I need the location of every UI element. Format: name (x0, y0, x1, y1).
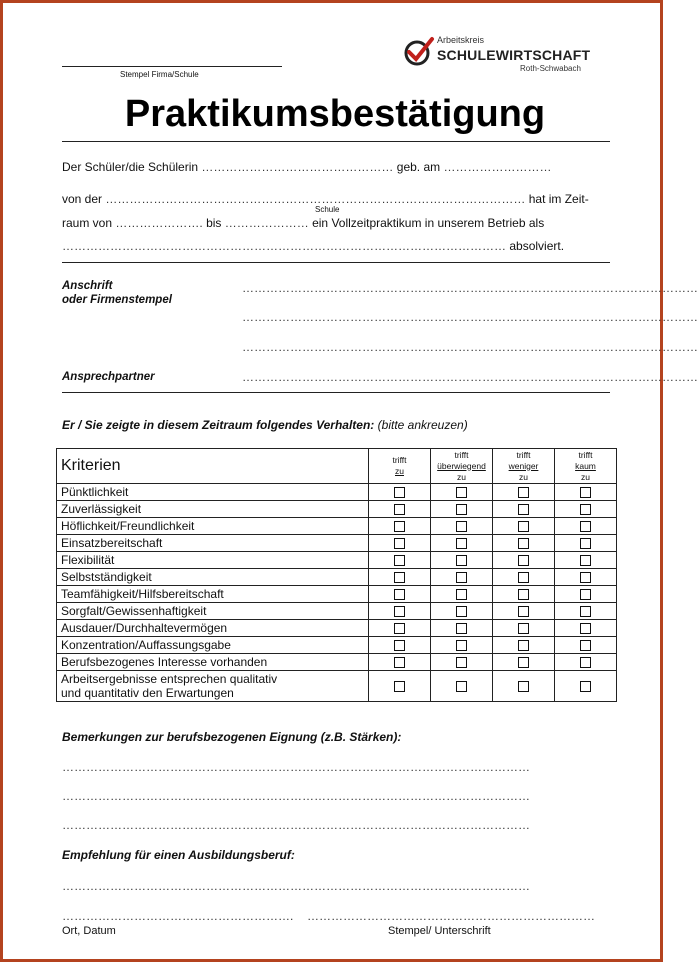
signature-label: Stempel/ Unterschrift (388, 925, 491, 937)
criterion-label-line2: und quantitativ den Erwartungen (61, 686, 234, 700)
checkbox[interactable] (518, 657, 529, 668)
table-row (57, 484, 617, 501)
criterion-label: Ausdauer/Durchhaltevermögen (57, 620, 369, 637)
checkbox-cell (493, 501, 555, 518)
address-dots-3: …………………………………………………………………………………………………… (242, 340, 698, 354)
checkbox-cell (431, 654, 493, 671)
table-row (57, 637, 617, 654)
address-label-1: Anschrift (62, 280, 113, 292)
criterion-label: Sorgfalt/Gewissenhaftigkeit (57, 603, 369, 620)
birth-dots: ……………………… (443, 160, 552, 174)
col-3-bottom: zu (581, 471, 590, 482)
checkbox[interactable] (394, 623, 405, 634)
checkbox-cell (493, 654, 555, 671)
page-title: Praktikumsbestätigung (124, 93, 546, 135)
col-2-top: trifft (516, 449, 531, 460)
checkbox-cell (369, 484, 431, 501)
checkbox-cell (369, 654, 431, 671)
period-label: hat im Zeit- (528, 192, 589, 206)
checkbox-cell (369, 569, 431, 586)
table-row (57, 603, 617, 620)
criteria-header: Kriterien (57, 449, 369, 484)
criterion-label: Zuverlässigkeit (57, 501, 369, 518)
checkbox[interactable] (394, 504, 405, 515)
checkbox[interactable] (394, 572, 405, 583)
place-date-dots: …………………………………………………. (62, 909, 294, 923)
table-row (57, 552, 617, 569)
checkbox-cell (431, 569, 493, 586)
checkbox-cell (369, 637, 431, 654)
table-header-row (57, 449, 617, 484)
checkbox[interactable] (518, 681, 529, 692)
place-date-label: Ort, Datum (62, 925, 116, 937)
intro-line-4 (62, 239, 564, 253)
stamp-label: Stempel Firma/Schule (120, 70, 199, 79)
col-1-top: trifft (454, 449, 469, 460)
checkbox-cell (369, 620, 431, 637)
logo-line2: SCHULEWIRTSCHAFT (437, 47, 591, 63)
criterion-label: Einsatzbereitschaft (57, 535, 369, 552)
checkbox[interactable] (394, 487, 405, 498)
recommendation-heading: Empfehlung für einen Ausbildungsberuf: (62, 848, 295, 862)
title-rule (62, 141, 610, 142)
checkbox[interactable] (518, 606, 529, 617)
checkbox[interactable] (456, 487, 467, 498)
school-dots: …………………………………………………………………………………………… (105, 192, 526, 206)
checkbox[interactable] (394, 606, 405, 617)
checkbox[interactable] (580, 657, 591, 668)
checkbox-cell (555, 603, 617, 620)
birth-label: geb. am (396, 160, 441, 174)
checkbox-cell (431, 501, 493, 518)
to-dots: ………………… (224, 216, 309, 230)
checkbox-cell (555, 654, 617, 671)
remarks-heading: Bemerkungen zur berufsbezogenen Eignung (z.B. Stärken): (62, 730, 402, 744)
remarks-dots-3: ……………………………………………………………………………………………………… (62, 818, 530, 832)
checkbox[interactable] (394, 555, 405, 566)
checkbox[interactable] (580, 555, 591, 566)
checkbox[interactable] (456, 521, 467, 532)
school-from-label: von der (62, 192, 103, 206)
checkbox-cell (493, 620, 555, 637)
checkbox-cell (555, 484, 617, 501)
remarks-dots-1: ……………………………………………………………………………………………………… (62, 760, 530, 774)
col-2-mid: weniger (508, 460, 539, 471)
completed-label: absolviert. (509, 239, 565, 253)
criterion-label: Flexibilität (57, 552, 369, 569)
col-header-weniger (493, 449, 555, 484)
checkbox-cell (555, 671, 617, 702)
checkbox[interactable] (394, 640, 405, 651)
checkbox-cell (431, 586, 493, 603)
checkbox[interactable] (456, 623, 467, 634)
checkbox[interactable] (518, 623, 529, 634)
from-dots: …………………. (115, 216, 203, 230)
checkbox[interactable] (580, 487, 591, 498)
checkbox[interactable] (456, 640, 467, 651)
checkbox-cell (369, 586, 431, 603)
checkbox[interactable] (394, 521, 405, 532)
checkbox-cell (493, 484, 555, 501)
checkbox[interactable] (580, 606, 591, 617)
remarks-dots-2: ……………………………………………………………………………………………………… (62, 789, 530, 803)
col-2-bottom: zu (519, 471, 528, 482)
checkbox-cell (369, 518, 431, 535)
checkbox[interactable] (518, 640, 529, 651)
logo-line3: Roth-Schwabach (520, 64, 581, 73)
checkbox-cell (431, 518, 493, 535)
col-0-top: trifft (392, 455, 407, 465)
checkbox-cell (493, 535, 555, 552)
checkbox[interactable] (580, 681, 591, 692)
checkbox-cell (555, 620, 617, 637)
checkbox-cell (431, 552, 493, 569)
address-dots-1: …………………………………………………………………………………………………… (242, 281, 698, 295)
behavior-hint: (bitte ankreuzen) (377, 418, 468, 432)
criterion-label-line1: Arbeitsergebnisse entsprechen qualitativ (61, 672, 278, 686)
criterion-label: Pünktlichkeit (57, 484, 369, 501)
checkbox[interactable] (518, 572, 529, 583)
table-row (57, 654, 617, 671)
checkbox-cell (493, 637, 555, 654)
contact-label: Ansprechpartner (62, 371, 155, 383)
checkbox-cell (555, 637, 617, 654)
school-caption: Schule (315, 205, 340, 214)
contact-dots: …………………………………………………………………………………………………… (242, 370, 698, 384)
checkbox[interactable] (456, 657, 467, 668)
col-3-top: trifft (578, 449, 593, 460)
table-row (57, 535, 617, 552)
table-row (57, 620, 617, 637)
checkbox-cell (431, 620, 493, 637)
checkbox-cell (493, 603, 555, 620)
checkbox-cell (369, 552, 431, 569)
behavior-heading (62, 418, 468, 432)
col-3-mid: kaum (575, 460, 596, 471)
checkbox-cell (369, 671, 431, 702)
table-row (57, 671, 617, 702)
checkbox-cell (369, 535, 431, 552)
criteria-table (56, 448, 617, 702)
intro-line-1 (62, 160, 551, 174)
checkbox-cell (431, 484, 493, 501)
criterion-label (57, 671, 369, 702)
checkbox[interactable] (518, 589, 529, 600)
checkbox[interactable] (580, 572, 591, 583)
recommendation-dots: ……………………………………………………………………………………………………… (62, 879, 530, 893)
checkbox[interactable] (580, 538, 591, 549)
col-header-zu (369, 449, 431, 484)
checkbox-cell (493, 552, 555, 569)
intro-rule (62, 262, 610, 263)
company-rule (62, 392, 610, 393)
col-1-bottom: zu (457, 471, 466, 482)
checkbox[interactable] (394, 538, 405, 549)
checkbox[interactable] (456, 555, 467, 566)
checkbox[interactable] (456, 572, 467, 583)
checkbox-cell (555, 501, 617, 518)
student-dots: ………………………………………… (201, 160, 394, 174)
table-row (57, 586, 617, 603)
checkbox-cell (555, 535, 617, 552)
col-1-mid: überwiegend (437, 460, 486, 471)
criterion-label: Berufsbezogenes Interesse vorhanden (57, 654, 369, 671)
checkbox-cell (555, 569, 617, 586)
checkbox[interactable] (456, 681, 467, 692)
checkbox-cell (431, 535, 493, 552)
checkbox[interactable] (518, 538, 529, 549)
signature-dots: ……………………………………………………………… (307, 909, 595, 923)
checkbox[interactable] (456, 589, 467, 600)
checkbox[interactable] (518, 504, 529, 515)
col-header-kaum (555, 449, 617, 484)
checkbox[interactable] (580, 623, 591, 634)
checkbox[interactable] (580, 640, 591, 651)
checkbox-cell (431, 603, 493, 620)
checkbox-cell (555, 586, 617, 603)
position-dots: ………………………………………………………………………………………………… (62, 239, 506, 253)
checkbox-cell (369, 501, 431, 518)
checkbox-cell (493, 586, 555, 603)
checkbox[interactable] (580, 504, 591, 515)
checkbox[interactable] (518, 487, 529, 498)
table-row (57, 518, 617, 535)
checkbox-cell (555, 518, 617, 535)
table-row (57, 501, 617, 518)
checkbox-cell (555, 552, 617, 569)
checkbox-cell (369, 603, 431, 620)
checkbox[interactable] (456, 606, 467, 617)
checkbox[interactable] (456, 504, 467, 515)
criterion-label: Konzentration/Auffassungsgabe (57, 637, 369, 654)
address-dots-2: …………………………………………………………………………………………………… (242, 310, 698, 324)
table-row (57, 569, 617, 586)
checkbox[interactable] (580, 589, 591, 600)
criterion-label: Höflichkeit/Freundlichkeit (57, 518, 369, 535)
checkbox-cell (431, 637, 493, 654)
checkbox-cell (431, 671, 493, 702)
intro-line-3 (62, 216, 544, 230)
intro-line-2 (62, 192, 589, 206)
checkbox-cell (493, 518, 555, 535)
address-label-2: oder Firmenstempel (62, 294, 172, 306)
to-label: bis (206, 216, 222, 230)
col-0-bottom: zu (395, 466, 404, 476)
stamp-line (62, 66, 282, 67)
checkbox[interactable] (456, 538, 467, 549)
col-header-ueberwiegend (431, 449, 493, 484)
internship-text: ein Vollzeitpraktikum in unserem Betrieb als (312, 216, 545, 230)
logo-line1: Arbeitskreis (437, 35, 485, 45)
checkbox[interactable] (394, 589, 405, 600)
checkbox-cell (493, 671, 555, 702)
checkmark-circle-icon (401, 35, 435, 69)
checkbox[interactable] (580, 521, 591, 532)
student-label: Der Schüler/die Schülerin (62, 160, 199, 174)
checkbox[interactable] (518, 521, 529, 532)
checkbox[interactable] (394, 681, 405, 692)
checkbox[interactable] (394, 657, 405, 668)
criterion-label: Teamfähigkeit/Hilfsbereitschaft (57, 586, 369, 603)
from-label: raum von (62, 216, 113, 230)
checkbox-cell (493, 569, 555, 586)
criterion-label: Selbstständigkeit (57, 569, 369, 586)
checkbox[interactable] (518, 555, 529, 566)
behavior-heading-text: Er / Sie zeigte in diesem Zeitraum folgendes Verhalten: (62, 418, 375, 432)
